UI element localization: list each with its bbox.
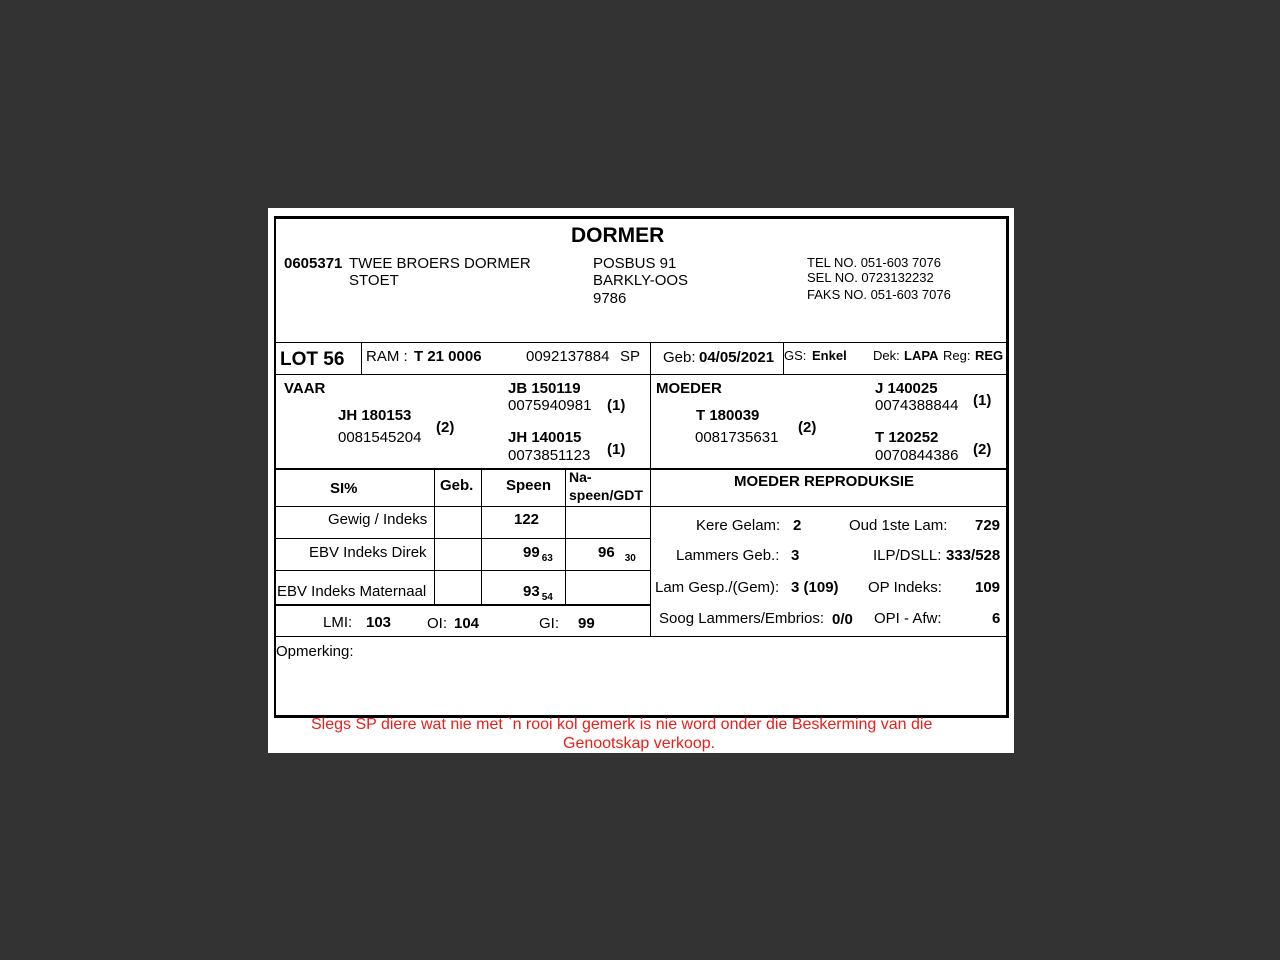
row-ebv-maternaal-speen	[523, 583, 553, 603]
geb-header: Geb.	[440, 477, 474, 494]
sire-sire-registration: 0075940981	[508, 397, 592, 414]
dam-dam-count: (2)	[973, 441, 992, 458]
opi-value: 6	[992, 610, 1001, 627]
row-ebv-direk-label: EBV Indeks Direk	[309, 544, 427, 561]
si-header: SI%	[330, 480, 358, 497]
divider-indexes	[274, 636, 1008, 637]
divider-si-bottom	[274, 604, 651, 606]
divider-si-row2	[274, 570, 650, 571]
sire-sire-count: (1)	[607, 397, 626, 414]
row-ebv-direk-speen	[523, 544, 553, 564]
op-label: OP Indeks:	[868, 579, 942, 596]
frame-right	[1006, 216, 1009, 717]
ebv-direk-naspeen-accuracy: 30	[624, 553, 636, 564]
stud-name-line2: STOET	[349, 272, 399, 289]
oud-label: Oud 1ste Lam:	[849, 517, 948, 534]
dek-value: LAPA	[904, 348, 939, 363]
address-line3: 9786	[593, 290, 627, 307]
oud-value: 729	[975, 517, 1001, 534]
ilp-label: ILP/DSLL:	[873, 547, 942, 564]
moeder-label: MOEDER	[656, 380, 722, 397]
address-line2: BARKLY-OOS	[593, 272, 689, 289]
op-value: 109	[975, 579, 1001, 596]
sire-count: (2)	[436, 419, 455, 436]
opmerking-label: Opmerking:	[276, 643, 354, 660]
dam-sire-registration: 0074388844	[875, 397, 959, 414]
lammers-value: 3	[791, 547, 800, 564]
lot-number: LOT 56	[280, 349, 345, 370]
soog-label: Soog Lammers/Embrios:	[659, 610, 825, 627]
gs-value: Enkel	[812, 348, 847, 363]
dam-sire-id: J 140025	[875, 380, 938, 397]
vline-si-naspeen	[565, 470, 566, 604]
soog-value: 0/0	[832, 611, 853, 628]
gi-label: GI:	[539, 615, 560, 632]
ebv-direk-naspeen-value: 96	[598, 544, 615, 561]
divider-header	[274, 342, 1008, 343]
dam-dam-registration: 0070844386	[875, 447, 959, 464]
ram-label: RAM :	[366, 348, 408, 365]
reg-label: Reg:	[943, 348, 971, 363]
ebv-direk-speen-value: 99	[523, 544, 540, 561]
frame-left	[274, 216, 276, 717]
gesp-label: Lam Gesp./(Gem):	[655, 579, 780, 596]
row-ebv-direk-naspeen	[598, 544, 636, 564]
member-number: 0605371	[284, 255, 343, 272]
reproduction-title: MOEDER REPRODUKSIE	[734, 473, 915, 490]
row-gewig-speen: 122	[514, 511, 540, 528]
vline-lot	[361, 342, 362, 374]
ilp-value: 333/528	[946, 547, 1001, 564]
sire-dam-count: (1)	[607, 441, 626, 458]
lmi-value: 103	[366, 614, 392, 631]
sire-dam-registration: 0073851123	[508, 447, 591, 464]
vline-geb	[650, 342, 651, 636]
ram-id: T 21 0006	[414, 348, 482, 365]
dam-count: (2)	[798, 419, 817, 436]
row-ebv-maternaal-label: EBV Indeks Maternaal	[277, 583, 427, 600]
sire-dam-id: JH 140015	[508, 429, 582, 446]
reg-value: REG	[975, 348, 1004, 363]
speen-header: Speen	[506, 477, 552, 494]
divider-si-row1	[274, 538, 650, 539]
geb-label: Geb:	[663, 349, 696, 366]
kere-value: 2	[793, 517, 802, 534]
divider-pedigree	[274, 468, 1008, 470]
sire-id: JH 180153	[338, 407, 412, 424]
lammers-label: Lammers Geb.:	[676, 547, 780, 564]
dam-sire-count: (1)	[973, 392, 992, 409]
naspeen-header-line1: Na-	[569, 469, 592, 485]
address-line1: POSBUS 91	[593, 255, 677, 272]
breed-title: DORMER	[571, 224, 665, 247]
notice-line2: Genootskap verkoop.	[563, 735, 716, 752]
sire-sire-id: JB 150119	[508, 380, 581, 397]
lmi-label: LMI:	[323, 614, 353, 631]
frame-top	[274, 216, 1008, 219]
geb-date: 04/05/2021	[699, 349, 775, 366]
vline-si-speen	[481, 470, 482, 604]
notice-line1: Slegs SP diere wat nie met `n rooi kol gemerk is nie word onder die Beskerming van die	[311, 716, 933, 733]
divider-lot	[274, 374, 1008, 375]
gs-label: GS:	[784, 348, 807, 363]
oi-label: OI:	[427, 615, 448, 632]
dam-dam-id: T 120252	[875, 429, 939, 446]
gesp-value: 3 (109)	[791, 579, 839, 596]
opi-label: OPI - Afw:	[874, 610, 942, 627]
lot-card	[268, 208, 1014, 753]
ram-registration: 0092137884	[526, 348, 610, 365]
oi-value: 104	[454, 615, 480, 632]
divider-si-header	[274, 506, 1008, 507]
dek-label: Dek:	[873, 348, 900, 363]
sire-registration: 0081545204	[338, 429, 422, 446]
vline-si-geb	[434, 470, 435, 604]
tel-number: TEL NO. 051-603 7076	[807, 255, 941, 270]
kere-label: Kere Gelam:	[696, 517, 781, 534]
ebv-direk-speen-accuracy: 63	[541, 553, 553, 564]
vaar-label: VAAR	[284, 380, 326, 397]
stud-name-line1: TWEE BROERS DORMER	[349, 255, 531, 272]
gi-value: 99	[578, 615, 595, 632]
ebv-maternaal-speen-value: 93	[523, 583, 540, 600]
row-gewig-label: Gewig / Indeks	[328, 511, 428, 528]
faks-number: FAKS NO. 051-603 7076	[807, 287, 951, 302]
ebv-maternaal-speen-accuracy: 54	[541, 592, 553, 603]
ram-grade: SP	[620, 348, 641, 365]
naspeen-header-line2: speen/GDT	[569, 487, 643, 503]
sel-number: SEL NO. 0723132232	[807, 270, 934, 285]
dam-id: T 180039	[696, 407, 760, 424]
dam-registration: 0081735631	[695, 429, 779, 446]
